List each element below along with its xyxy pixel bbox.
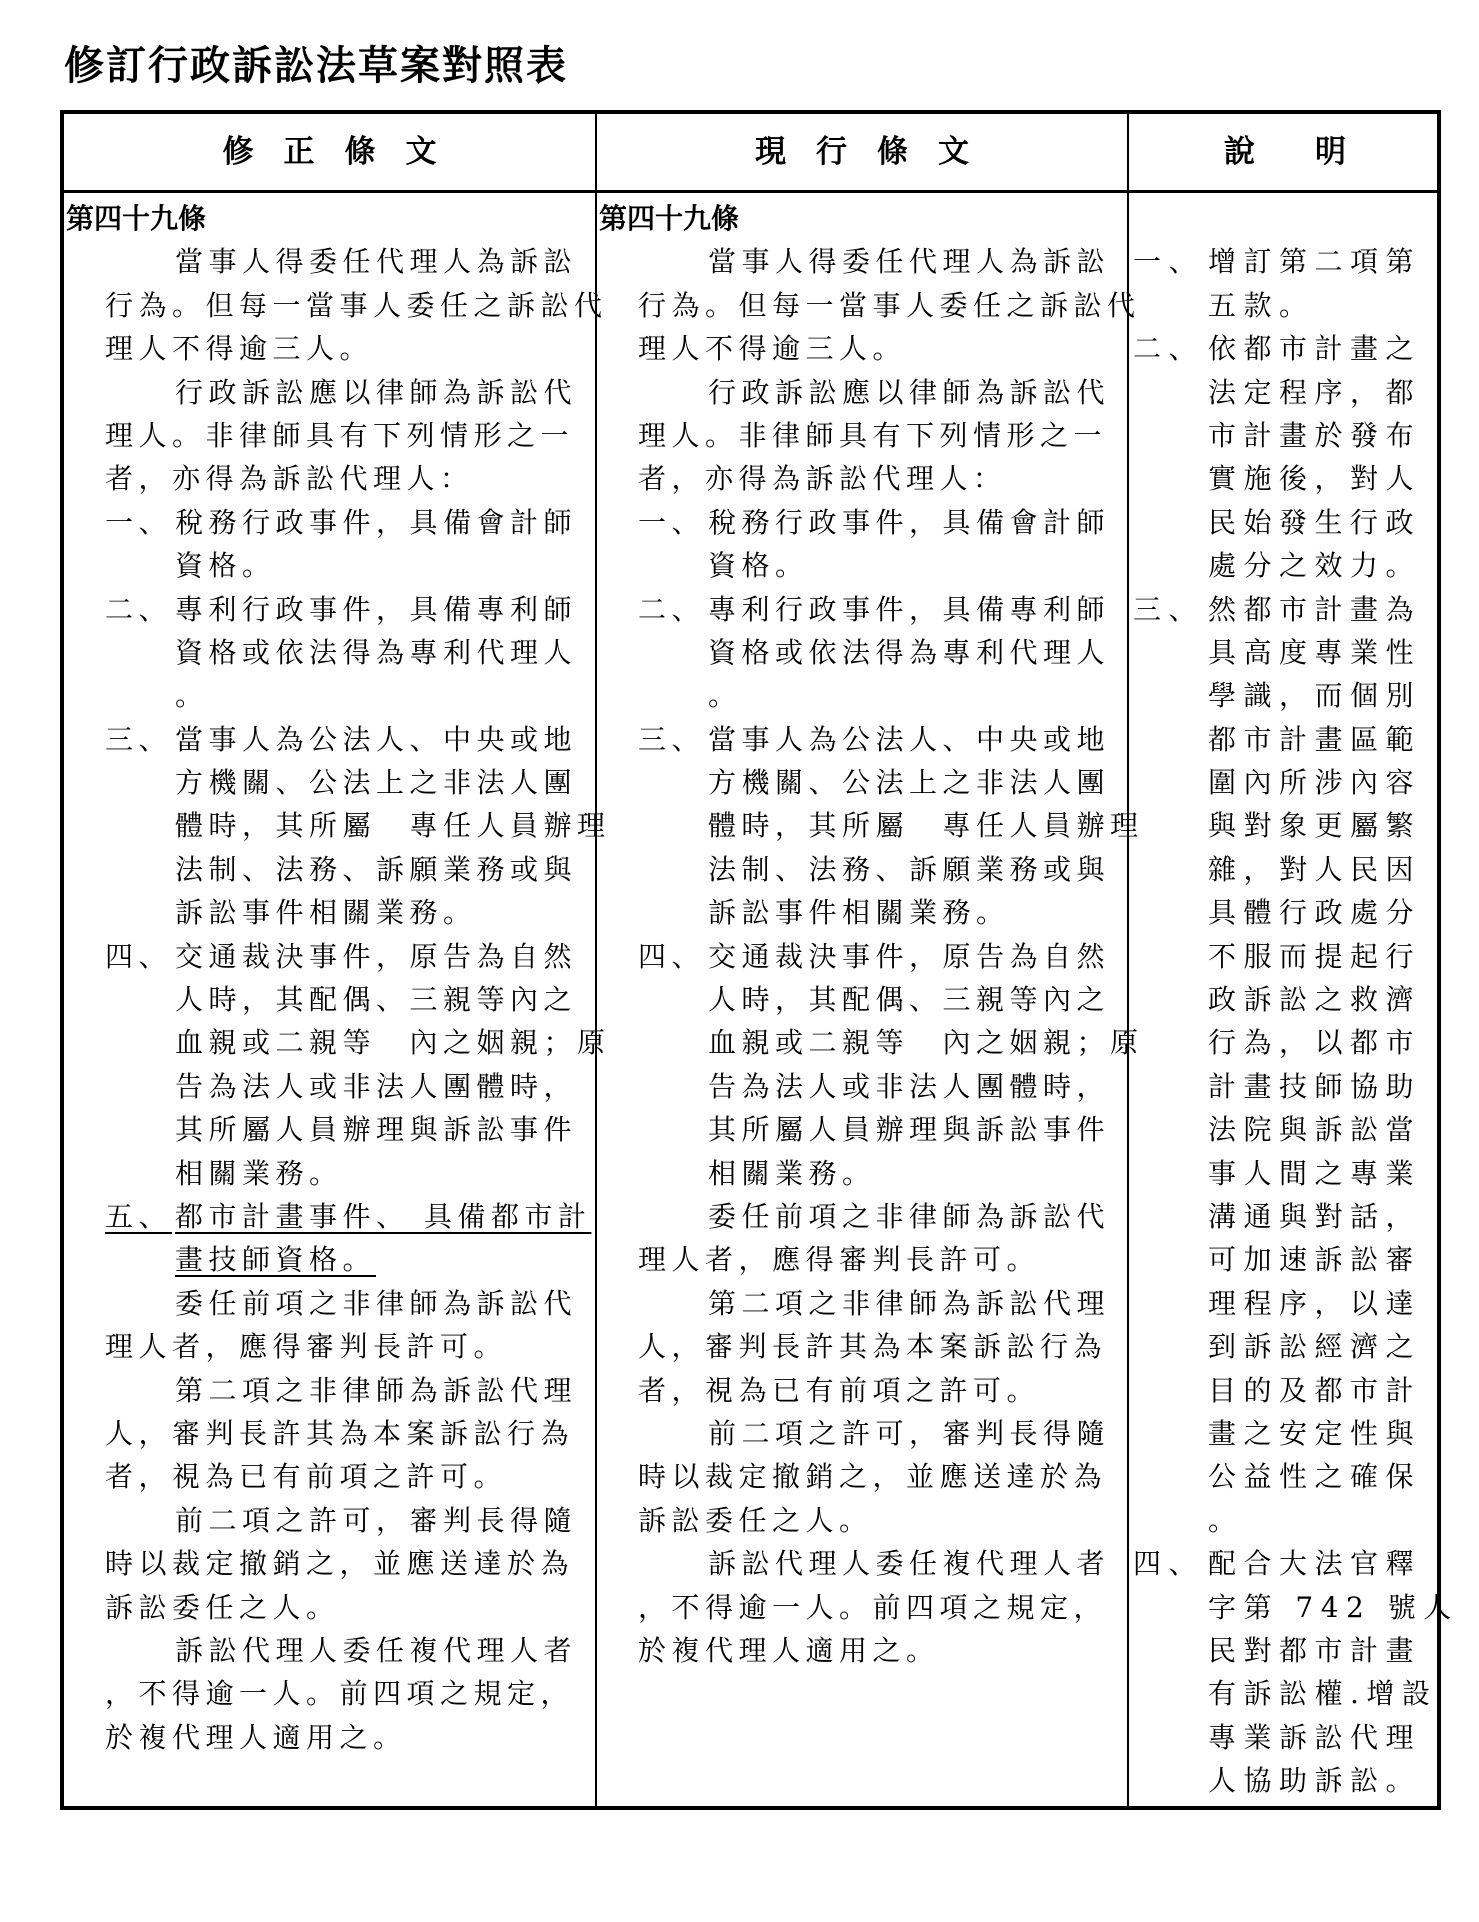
text-line [1129,1629,1441,1672]
text-line [64,1629,595,1672]
text-line [597,848,1127,891]
line-text: 行為，以都市 [1208,1026,1422,1060]
line-text: 理人。非律師具有下列情形之一 [638,418,1108,452]
text-line [64,1238,595,1281]
text-line [1129,1282,1441,1325]
paragraph [597,240,1141,370]
text-line [597,1629,1127,1672]
text-line [597,978,1127,1021]
list-item [64,935,611,1195]
amended-text: 都市計畫事件、 具備都市計 [175,1199,592,1233]
line-text: 法制、法務、訴願業務或與 [175,852,578,886]
line-text: 方機關、公法上之非法人團 [708,766,1111,800]
text-line [1129,371,1441,414]
paragraph [597,1195,1127,1282]
text-line [64,631,595,674]
line-text: 相關業務。 [175,1156,343,1190]
text-line [64,1021,611,1064]
text-line [1129,1021,1441,1064]
header-explanation: 說明 [1224,134,1406,170]
text-line [1129,414,1441,457]
text-line [64,1152,595,1195]
text-line [64,327,595,370]
text-line [597,1369,1127,1412]
header-current: 現行條文 [755,134,999,170]
line-text: 方機關、公法上之非法人團 [175,766,578,800]
line-text: 民始發生行政 [1208,505,1422,539]
text-line [64,674,595,717]
line-text: 人時，其配偶、三親等內之 [175,983,578,1017]
text-line [597,1586,1127,1629]
list-marker: 三、 [105,722,173,756]
list-marker: 四、 [105,939,173,973]
line-text: 目的及都市計 [1208,1373,1422,1407]
line-text: 前二項之許可，審判長得隨 [175,1503,578,1537]
text-line [597,1455,1127,1498]
text-line [64,457,595,500]
header-revised: 修正條文 [222,134,467,170]
line-text: 字第 742 號人 [1208,1590,1459,1624]
line-text: 當事人得委任代理人為訴訟 [175,245,578,279]
line-text: 然都市計畫為 [1208,592,1422,626]
text-line [1129,544,1441,587]
text-line [1129,1238,1441,1281]
line-text: 理人不得逾三人。 [105,332,374,366]
text-line [597,284,1141,327]
text-line [1129,804,1441,847]
line-text: 計畫技師協助 [1208,1069,1422,1103]
line-text: 專利行政事件，具備專利師 [708,592,1111,626]
line-text: 有訴訟權.增設 [1208,1677,1438,1711]
line-text: 第二項之非律師為訴訟代理 [175,1373,578,1407]
line-text: ，不得逾一人。前四項之規定， [638,1590,1108,1624]
text-line [64,544,595,587]
line-text: 當事人為公法人、中央或地 [175,722,578,756]
line-text: 不服而提起行 [1208,939,1422,973]
paragraph [64,371,595,501]
line-text: 於複代理人適用之。 [105,1720,407,1754]
page-title: 修訂行政訴訟法草案對照表 [64,43,568,89]
line-text: 實施後，對人 [1208,462,1422,496]
text-line [1129,935,1441,978]
text-line [64,804,611,847]
text-line [597,327,1127,370]
line-text: 者，視為已有前項之許可。 [105,1460,508,1494]
line-text: 訴訟事件相關業務。 [708,896,1010,930]
text-line [1129,1716,1441,1759]
line-text: 資格。 [708,549,809,583]
text-line [64,978,595,1021]
line-text: 資格或依法得為專利代理人 [175,635,578,669]
text-line [64,1672,595,1715]
line-text: 增訂第二項第 [1208,245,1422,279]
text-line [597,631,1127,674]
line-text: 都市計畫區範 [1208,722,1422,756]
line-text: 於複代理人適用之。 [638,1633,940,1667]
list-marker: 一、 [1133,245,1205,279]
text-line [597,891,1127,934]
text-line [64,1716,595,1759]
current-column [597,197,1144,1672]
text-line [597,1021,1144,1064]
text-line [1129,1065,1441,1108]
line-text: 者，亦得為訴訟代理人： [105,462,474,496]
line-text: 其所屬人員辦理與訴訟事件 [708,1113,1111,1147]
text-line [1129,978,1441,1021]
line-text: 訴訟代理人委任複代理人者 [175,1633,578,1667]
line-text: 者，亦得為訴訟代理人： [638,462,1007,496]
list-item [1129,588,1441,1543]
text-line [64,1586,595,1629]
list-marker: 一、 [638,505,706,539]
text-line [1129,718,1441,761]
line-text: 時以裁定撤銷之，並應送達於為 [105,1547,575,1581]
text-line [1129,1325,1441,1368]
line-text: 訴訟委任之人。 [105,1590,340,1624]
text-line [1129,284,1441,327]
line-text: 人，審判長許其為本案訴訟行為 [638,1330,1108,1364]
comparison-table [60,110,1459,1810]
list-marker: 五、 [105,1199,173,1233]
line-text: 事人間之專業 [1208,1156,1422,1190]
text-line [1129,674,1441,717]
text-line [1129,1152,1441,1195]
line-text: 與對象更屬繁 [1208,809,1422,843]
list-marker: 二、 [638,592,706,626]
text-line [64,414,595,457]
paragraph [64,1282,595,1369]
list-marker: 三、 [638,722,706,756]
text-line [1129,848,1441,891]
text-line [597,457,1127,500]
text-line [597,1282,1127,1325]
line-text: 資格或依法得為專利代理人 [708,635,1111,669]
line-text: 行政訴訟應以律師為訴訟代 [708,375,1111,409]
line-text: 告為法人或非法人團體時， [175,1069,578,1103]
line-text: 告為法人或非法人團體時， [708,1069,1111,1103]
text-line [597,1412,1127,1455]
line-text: 行政訴訟應以律師為訴訟代 [175,375,578,409]
line-text: 到訴訟經濟之 [1208,1330,1422,1364]
text-line [1129,1108,1441,1151]
text-line [597,1065,1127,1108]
line-text: 理人。非律師具有下列情形之一 [105,418,575,452]
paragraph [64,1499,595,1629]
text-line [1129,457,1441,500]
line-text: 法制、法務、訴願業務或與 [708,852,1111,886]
line-text: 相關業務。 [708,1156,876,1190]
text-line [597,804,1144,847]
text-line [64,848,595,891]
text-line [1129,761,1441,804]
text-line [64,1108,595,1151]
line-text: 政訴訟之救濟 [1208,983,1422,1017]
line-text: 訴訟委任之人。 [638,1503,873,1537]
list-marker: 二、 [105,592,173,626]
line-text: 專業訴訟代理 [1208,1720,1422,1754]
text-line [1129,1672,1441,1715]
line-text: 當事人得委任代理人為訴訟 [708,245,1111,279]
line-text: 專利行政事件，具備專利師 [175,592,578,626]
line-text: 血親或二親等 內之姻親；原 [175,1026,611,1060]
text-line [1129,1586,1459,1629]
explanation-column [1129,240,1459,1802]
line-text: 委任前項之非律師為訴訟代 [708,1199,1111,1233]
text-line [64,761,595,804]
line-text: 畫之安定性與 [1208,1416,1422,1450]
line-text: 五款。 [1208,288,1315,322]
list-marker: 三、 [1133,592,1205,626]
line-text: 理人者，應得審判長許可。 [105,1330,508,1364]
line-text: 血親或二親等 內之姻親；原 [708,1026,1144,1060]
list-item [597,935,1144,1195]
text-line [1129,1412,1441,1455]
text-line [597,761,1127,804]
line-text: 當事人為公法人、中央或地 [708,722,1111,756]
text-line [64,1282,595,1325]
line-text: 體時，其所屬 專任人員辦理 [708,809,1144,843]
text-line [64,1542,595,1585]
line-text: 交通裁決事件，原告為自然 [708,939,1111,973]
text-line [64,284,608,327]
paragraph [64,240,608,370]
list-item [64,718,611,935]
line-text: 。 [708,679,742,713]
amended-text: 畫技師資格。 [175,1243,377,1277]
paragraph [597,1542,1127,1672]
line-text: 學識，而個別 [1208,679,1422,713]
line-text: 理人不得逾三人。 [638,332,907,366]
line-text: 人時，其配偶、三親等內之 [708,983,1111,1017]
text-line [1129,1195,1441,1238]
list-marker: 四、 [1133,1547,1205,1581]
header-divider [64,190,1437,193]
line-text: 具高度專業性 [1208,635,1422,669]
line-text: ，不得逾一人。前四項之規定， [105,1677,575,1711]
line-text: 行為。但每一當事人委任之訴訟代 [638,288,1141,322]
text-line [597,240,1127,283]
line-text: 委任前項之非律師為訴訟代 [175,1286,578,1320]
text-line [64,371,595,414]
text-line [64,1065,595,1108]
text-line [597,1195,1127,1238]
line-text: 可加速訴訟審 [1208,1243,1422,1277]
text-line [597,1152,1127,1195]
line-text: 稅務行政事件，具備會計師 [708,505,1111,539]
line-text: 資格。 [175,549,276,583]
line-text: 市計畫於發布 [1208,418,1422,452]
paragraph [597,1282,1127,1412]
line-text: 理人者，應得審判長許可。 [638,1243,1041,1277]
list-marker: 二、 [1133,332,1205,366]
text-line [64,1369,595,1412]
line-text: 。 [175,679,209,713]
line-text: 具體行政處分 [1208,896,1422,930]
text-line [1129,501,1441,544]
article-heading: 第四十九條 [599,202,740,235]
line-text: 理程序，以達 [1208,1286,1422,1320]
text-line [597,371,1127,414]
line-text: 者，視為已有前項之許可。 [638,1373,1041,1407]
text-line [64,1325,595,1368]
line-text: 圍內所涉內容 [1208,766,1422,800]
text-line [64,891,595,934]
line-text: 體時，其所屬 專任人員辦理 [175,809,611,843]
text-line [597,1499,1127,1542]
article-heading: 第四十九條 [66,202,207,235]
line-text: 其所屬人員辦理與訴訟事件 [175,1113,578,1147]
line-text: 溝通與對話， [1208,1199,1422,1233]
line-text: 交通裁決事件，原告為自然 [175,939,578,973]
line-text: 法定程序，都 [1208,375,1422,409]
text-line [64,1499,595,1542]
line-text: 行為。但每一當事人委任之訴訟代 [105,288,608,322]
text-line [1129,1499,1441,1542]
line-text: 前二項之許可，審判長得隨 [708,1416,1111,1450]
line-text: 時以裁定撤銷之，並應送達於為 [638,1460,1108,1494]
line-text: 訴訟事件相關業務。 [175,896,477,930]
text-line [64,1455,595,1498]
line-text: 配合大法官釋 [1208,1547,1422,1581]
paragraph [64,1629,595,1759]
line-text: 依都市計畫之 [1208,332,1422,366]
line-text: 雜，對人民因 [1208,852,1422,886]
text-line [1129,1455,1441,1498]
list-item [1129,240,1441,327]
list-item [64,1195,595,1282]
line-text: 民對都市計畫 [1208,1633,1422,1667]
text-line [1129,631,1441,674]
line-text: 法院與訴訟當 [1208,1113,1422,1147]
list-item [597,588,1127,718]
line-text: 。 [1208,1503,1244,1537]
text-line [597,674,1127,717]
text-line [597,1542,1127,1585]
text-line [597,1108,1127,1151]
text-line [1129,891,1441,934]
paragraph [597,371,1127,501]
list-item [64,588,595,718]
line-text: 人，審判長許其為本案訴訟行為 [105,1416,575,1450]
list-item [597,718,1144,935]
line-text: 第二項之非律師為訴訟代理 [708,1286,1111,1320]
line-text: 公益性之確保 [1208,1460,1422,1494]
text-line [1129,1369,1441,1412]
text-line [597,1325,1127,1368]
line-text: 訴訟代理人委任複代理人者 [708,1547,1111,1581]
revised-column [64,197,611,1759]
paragraph [64,1369,595,1499]
line-text: 處分之效力。 [1208,549,1422,583]
list-item [1129,1542,1459,1802]
line-text: 人協助訴訟。 [1208,1764,1422,1798]
list-item [1129,327,1441,587]
list-item [64,501,595,588]
list-marker: 四、 [638,939,706,973]
list-marker: 一、 [105,505,173,539]
text-line [64,240,595,283]
paragraph [597,1412,1127,1542]
text-line [1129,1759,1441,1802]
text-line [597,414,1127,457]
text-line [597,544,1127,587]
text-line [64,1412,595,1455]
text-line [597,1238,1127,1281]
line-text: 稅務行政事件，具備會計師 [175,505,578,539]
list-item [597,501,1127,588]
